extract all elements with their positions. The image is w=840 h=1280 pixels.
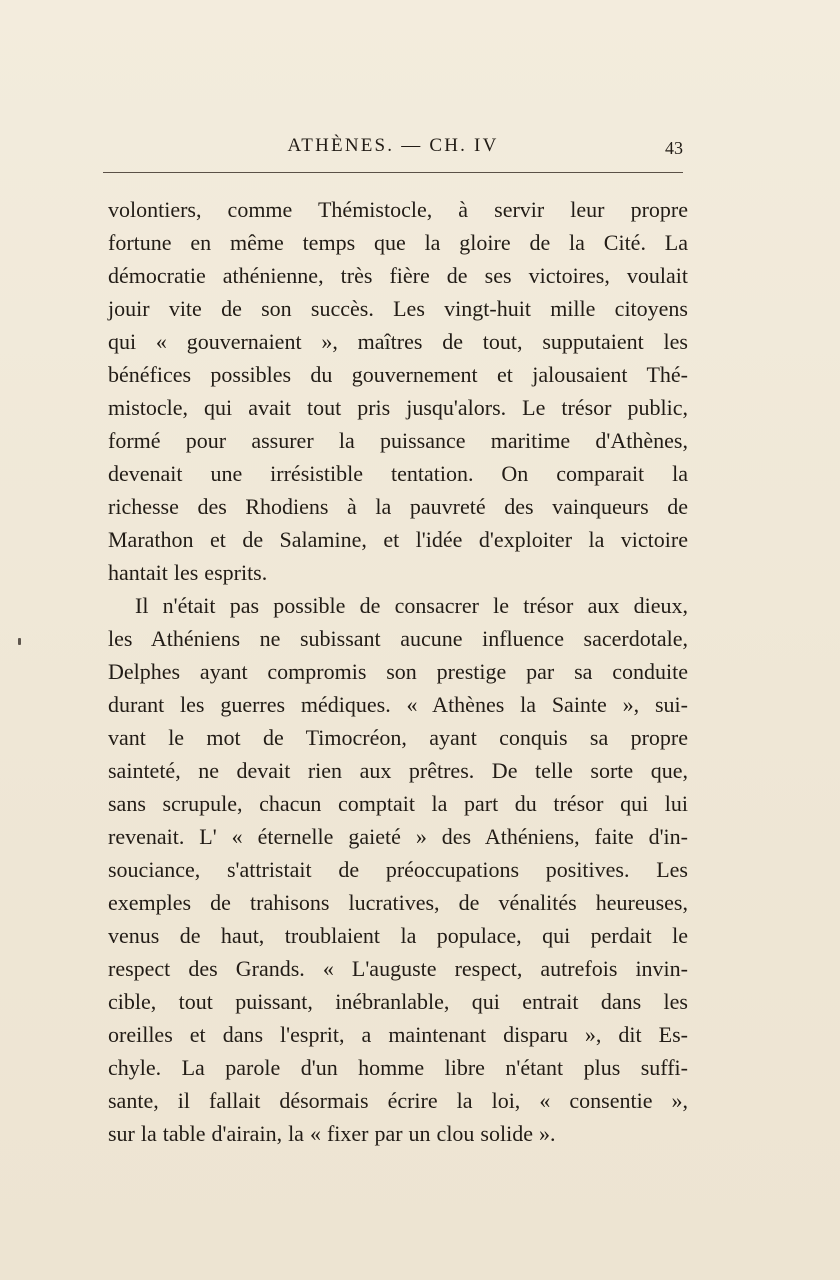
text-line: Il n'était pas possible de consacrer le trésor aux dieux, bbox=[135, 593, 688, 618]
paragraph bbox=[108, 193, 688, 589]
text-line: sur la table d'airain, la « fixer par un clou solide ». bbox=[108, 1121, 556, 1146]
text-line: mistocle, qui avait tout pris jusqu'alors. Le trésor public, bbox=[108, 395, 688, 420]
text-line: durant les guerres médiques. « Athènes la Sainte », sui- bbox=[108, 692, 688, 717]
running-title: ATHÈNES. — CH. IV bbox=[287, 135, 499, 156]
text-line: sante, il fallait désormais écrire la loi, « consentie », bbox=[108, 1088, 688, 1113]
text-line: venus de haut, troublaient la populace, qui perdait le bbox=[108, 923, 688, 948]
text-line: formé pour assurer la puissance maritime d'Athènes, bbox=[108, 428, 688, 453]
text-line: qui « gouvernaient », maîtres de tout, supputaient les bbox=[108, 329, 688, 354]
text-line: oreilles et dans l'esprit, a maintenant disparu », dit Es- bbox=[108, 1022, 688, 1047]
text-line: devenait une irrésistible tentation. On comparait la bbox=[108, 461, 688, 486]
body-text bbox=[108, 193, 688, 1150]
text-line: respect des Grands. « L'auguste respect, autrefois invin- bbox=[108, 956, 688, 981]
text-line: bénéfices possibles du gouvernement et jalousaient Thé- bbox=[108, 362, 688, 387]
text-line: démocratie athénienne, très fière de ses victoires, voulait bbox=[108, 263, 688, 288]
text-line: fortune en même temps que la gloire de la Cité. La bbox=[108, 230, 688, 255]
text-line: les Athéniens ne subissant aucune influence sacerdotale, bbox=[108, 626, 688, 651]
text-line: exemples de trahisons lucratives, de vénalités heureuses, bbox=[108, 890, 688, 915]
text-line: volontiers, comme Thémistocle, à servir leur propre bbox=[108, 197, 688, 222]
text-line: hantait les esprits. bbox=[108, 560, 268, 585]
running-head bbox=[103, 133, 683, 163]
text-line: jouir vite de son succès. Les vingt-huit mille citoyens bbox=[108, 296, 688, 321]
text-line: chyle. La parole d'un homme libre n'étant plus suffi- bbox=[108, 1055, 688, 1080]
paragraph bbox=[108, 589, 688, 1150]
page-number: 43 bbox=[665, 138, 683, 158]
text-line: Marathon et de Salamine, et l'idée d'exploiter la victoire bbox=[108, 527, 688, 552]
text-line: richesse des Rhodiens à la pauvreté des vainqueurs de bbox=[108, 494, 688, 519]
text-line: cible, tout puissant, inébranlable, qui entrait dans les bbox=[108, 989, 688, 1014]
text-line: Delphes ayant compromis son prestige par sa conduite bbox=[108, 659, 688, 684]
text-line: sainteté, ne devait rien aux prêtres. De telle sorte que, bbox=[108, 758, 688, 783]
text-line: revenait. L' « éternelle gaieté » des Athéniens, faite d'in- bbox=[108, 824, 688, 849]
header-rule bbox=[103, 172, 683, 173]
ink-speck bbox=[18, 638, 21, 645]
text-line: sans scrupule, chacun comptait la part du trésor qui lui bbox=[108, 791, 688, 816]
text-line: vant le mot de Timocréon, ayant conquis sa propre bbox=[108, 725, 688, 750]
text-line: souciance, s'attristait de préoccupations positives. Les bbox=[108, 857, 688, 882]
